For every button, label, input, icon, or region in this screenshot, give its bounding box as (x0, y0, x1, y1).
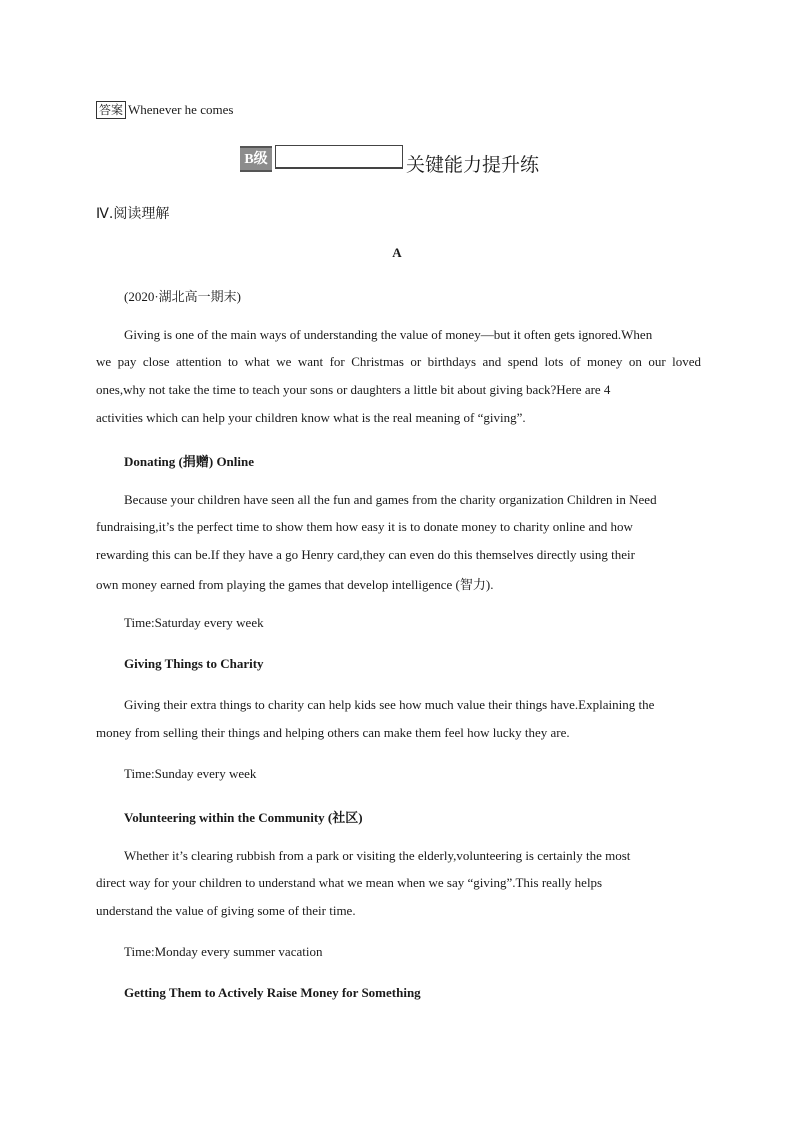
activity-heading-donating: Donating (捐赠) Online (124, 454, 255, 469)
activity-2-line-2: money from selling their things and helping others can make them feel how lucky they are. (96, 725, 570, 740)
answer-line (96, 101, 233, 119)
activity-1-line-4: own money earned from playing the games that develop intelligence (智力). (96, 577, 494, 592)
activity-1-line-1: Because your children have seen all the fun and games from the charity organization Children in Need (124, 492, 657, 507)
activity-3-line-3: understand the value of giving some of their time. (96, 903, 356, 918)
activity-2-time: Time:Sunday every week (124, 766, 257, 781)
activity-heading-giving-things: Giving Things to Charity (124, 656, 264, 671)
activity-1-line-2: fundraising,it’s the perfect time to show them how easy it is to donate money to charity online and how (96, 519, 633, 534)
activity-2-line-1: Giving their extra things to charity can help kids see how much value their things have.Explaining the (124, 697, 655, 712)
activity-1-line-3: rewarding this can be.If they have a go Henry card,they can even do this themselves directly using their (96, 547, 635, 562)
activity-3-line-2: direct way for your children to understand what we mean when we say “giving”.This really helps (96, 875, 603, 890)
activity-3-time: Time:Monday every summer vacation (124, 944, 323, 959)
passage-letter: A (392, 245, 402, 260)
intro-line-3: ones,why not take the time to teach your sons or daughters a little bit about giving back?Here are 4 (96, 382, 611, 397)
intro-line-4: activities which can help your children know what is the real meaning of “giving”. (96, 410, 526, 425)
answer-text: Whenever he comes (128, 102, 234, 117)
activity-1-time: Time:Saturday every week (124, 615, 264, 630)
level-badge: B级 (240, 146, 272, 172)
level-title: 关键能力提升练 (406, 154, 540, 176)
intro-line-1: Giving is one of the main ways of understanding the value of money—but it often gets ignored.When (124, 327, 653, 342)
activity-3-line-1: Whether it’s clearing rubbish from a park or visiting the elderly,volunteering is certainly the most (124, 848, 631, 863)
intro-line-2: we pay close attention to what we want for Christmas or birthdays and spend lots of money on our loved (96, 354, 701, 369)
level-blank-box (275, 145, 403, 169)
source-note: (2020·湖北高一期末) (124, 289, 241, 304)
answer-tag: 答案 (96, 101, 126, 119)
activity-heading-raise-money: Getting Them to Actively Raise Money for Something (124, 985, 421, 1000)
activity-heading-volunteering: Volunteering within the Community (社区) (124, 810, 363, 825)
section-title: Ⅳ.阅读理解 (96, 206, 170, 222)
